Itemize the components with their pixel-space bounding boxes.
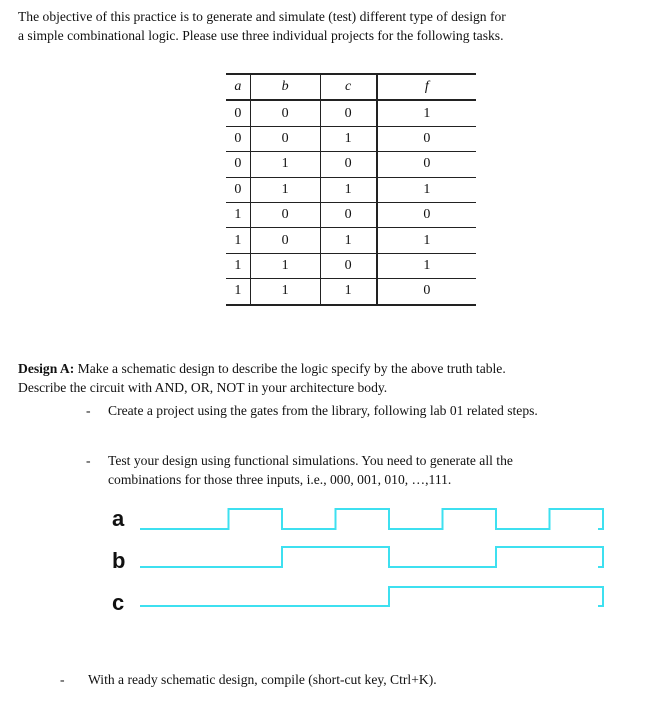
- cell-f: 1: [377, 100, 476, 126]
- wave-label-c: c: [112, 590, 125, 615]
- wave-label-b: b: [112, 548, 126, 573]
- cell-f: 0: [377, 126, 476, 151]
- cell-a: 1: [226, 228, 250, 253]
- bullet-test-line-1: Test your design using functional simulations. You need to generate all the: [108, 453, 513, 468]
- intro-line-1: The objective of this practice is to generate and simulate (test) different type of design for: [18, 9, 506, 24]
- cell-c: 0: [320, 253, 377, 278]
- cell-c: 1: [320, 126, 377, 151]
- cell-b: 1: [250, 279, 320, 305]
- bullet-dash: -: [86, 453, 91, 468]
- cell-c: 0: [320, 202, 377, 227]
- cell-c: 1: [320, 228, 377, 253]
- bullet-dash: -: [60, 672, 65, 687]
- cell-b: 1: [250, 253, 320, 278]
- cell-c: 1: [320, 177, 377, 202]
- cell-f: 1: [377, 177, 476, 202]
- cell-b: 1: [250, 152, 320, 177]
- cell-c: 0: [320, 100, 377, 126]
- cell-a: 1: [226, 202, 250, 227]
- header-a: a: [226, 74, 250, 100]
- header-c: c: [320, 74, 377, 100]
- cell-b: 0: [250, 100, 320, 126]
- cell-a: 0: [226, 126, 250, 151]
- waveform-c: [140, 587, 603, 606]
- bullet-dash: -: [86, 403, 91, 418]
- cell-f: 0: [377, 279, 476, 305]
- cell-f: 0: [377, 152, 476, 177]
- cell-a: 1: [226, 253, 250, 278]
- cell-c: 1: [320, 279, 377, 305]
- cell-f: 0: [377, 202, 476, 227]
- wave-label-a: a: [112, 506, 125, 531]
- cell-a: 0: [226, 177, 250, 202]
- cell-b: 0: [250, 202, 320, 227]
- design-a-heading: Design A:: [18, 361, 75, 376]
- design-a-line-1-text: Make a schematic design to describe the logic specify by the above truth table.: [74, 361, 506, 376]
- header-f: f: [377, 74, 476, 100]
- cell-b: 0: [250, 228, 320, 253]
- intro-line-2: a simple combinational logic. Please use three individual projects for the following tasks.: [18, 28, 504, 43]
- waveform-b: [140, 547, 603, 567]
- bullet-create-project-text: Create a project using the gates from the library, following lab 01 related steps.: [108, 403, 538, 418]
- bullet-compile-text: With a ready schematic design, compile (short-cut key, Ctrl+K).: [88, 672, 437, 687]
- cell-c: 0: [320, 152, 377, 177]
- cell-f: 1: [377, 228, 476, 253]
- cell-b: 0: [250, 126, 320, 151]
- cell-f: 1: [377, 253, 476, 278]
- cell-a: 1: [226, 279, 250, 305]
- cell-b: 1: [250, 177, 320, 202]
- cell-a: 0: [226, 100, 250, 126]
- header-b: b: [250, 74, 320, 100]
- design-a-line-2: Describe the circuit with AND, OR, NOT in your architecture body.: [18, 380, 388, 395]
- cell-a: 0: [226, 152, 250, 177]
- waveform-a: [140, 509, 603, 529]
- bullet-test-line-2: combinations for those three inputs, i.e., 000, 001, 010, …,111.: [108, 472, 452, 487]
